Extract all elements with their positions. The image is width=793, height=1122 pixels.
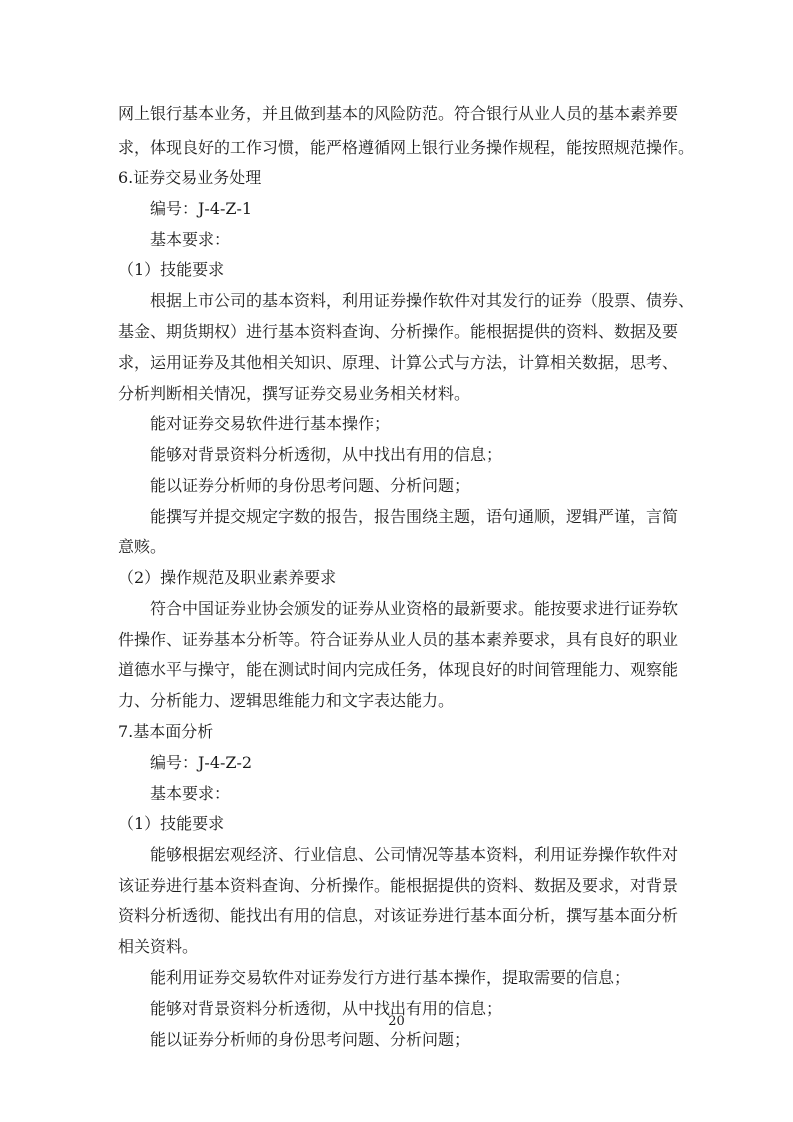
body-text-line: 网上银行基本业务，并且做到基本的风险防范。符合银行从业人员的基本素养要 [118, 104, 679, 123]
section-heading: 6.证券交易业务处理 [118, 168, 262, 187]
body-text-line: 能对证券交易软件进行基本操作； [150, 414, 391, 433]
subheading: 基本要求： [150, 230, 231, 249]
body-text-line: 相关资料。 [118, 937, 199, 956]
body-text-line: 能够根据宏观经济、行业信息、公司情况等基本资料，利用证券操作软件对 [150, 845, 679, 864]
item-code: 编号：J-4-Z-1 [150, 199, 253, 218]
section-heading: 7.基本面分析 [118, 722, 214, 741]
body-text-line: 求，体现良好的工作习惯，能严格遵循网上银行业务操作规程，能按照规范操作。 [118, 138, 695, 157]
body-text-line: 件操作、证券基本分析等。符合证券从业人员的基本素养要求，具有良好的职业 [118, 630, 679, 649]
subheading: 基本要求： [150, 784, 231, 803]
body-text-line: 能以证券分析师的身份思考问题、分析问题； [150, 476, 471, 495]
item-code: 编号：J-4-Z-2 [150, 753, 253, 772]
page-number: 20 [388, 1014, 405, 1029]
body-text-line: 符合中国证券业协会颁发的证券从业资格的最新要求。能按要求进行证券软 [150, 599, 679, 618]
subsection-heading: （1）技能要求 [118, 814, 225, 833]
body-text-line: 根据上市公司的基本资料，利用证券操作软件对其发行的证券（股票、债券、 [150, 291, 695, 310]
body-text-line: 分析判断相关情况，撰写证券交易业务相关材料。 [118, 384, 471, 403]
body-text-line: 能够对背景资料分析透彻，从中找出有用的信息； [150, 999, 503, 1018]
subsection-heading: （2）操作规范及职业素养要求 [118, 568, 337, 587]
body-text-line: 能够对背景资料分析透彻，从中找出有用的信息； [150, 445, 503, 464]
body-text-line: 基金、期货期权）进行基本资料查询、分析操作。能根据提供的资料、数据及要 [118, 322, 679, 341]
body-text-line: 资料分析透彻、能找出有用的信息，对该证券进行基本面分析，撰写基本面分析 [118, 906, 679, 925]
body-text-line: 意赅。 [118, 537, 167, 556]
body-text-line: 能以证券分析师的身份思考问题、分析问题； [150, 1030, 471, 1049]
body-text-line: 道德水平与操守，能在测试时间内完成任务，体现良好的时间管理能力、观察能 [118, 660, 679, 679]
body-text-line: 能撰写并提交规定字数的报告，报告围绕主题，语句通顺，逻辑严谨，言简 [150, 507, 679, 526]
body-text-line: 力、分析能力、逻辑思维能力和文字表达能力。 [118, 691, 455, 710]
body-text-line: 能利用证券交易软件对证券发行方进行基本操作，提取需要的信息； [150, 968, 631, 987]
body-text-line: 该证券进行基本资料查询、分析操作。能根据提供的资料、数据及要求，对背景 [118, 876, 679, 895]
body-text-line: 求，运用证券及其他相关知识、原理、计算公式与方法，计算相关数据，思考、 [118, 353, 679, 372]
subsection-heading: （1）技能要求 [118, 260, 225, 279]
